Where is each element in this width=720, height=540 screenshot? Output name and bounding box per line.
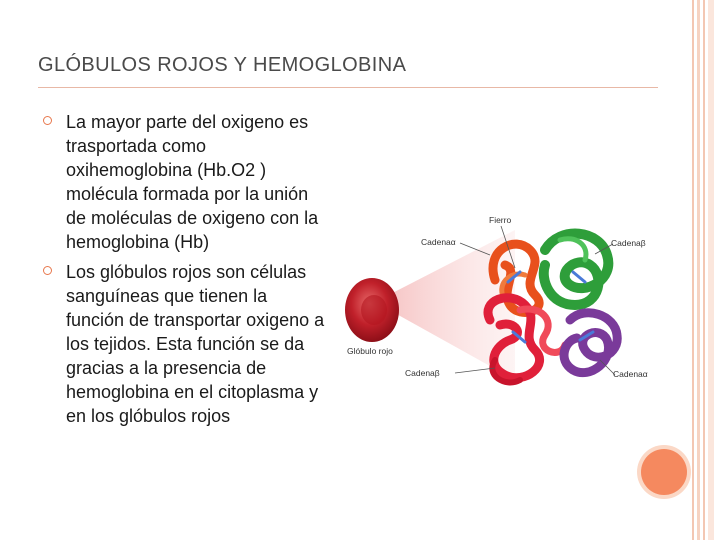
label-cadena-alpha-top: Cadenaα (421, 237, 456, 247)
bullet-text: Los glóbulos rojos son células sanguíneas que tienen la función de transportar oxigeno a los tejidos. Esta función se da gracias a la presencia de hemoglobina en el citoplasma y en los glóbulos rojos (66, 262, 325, 426)
label-cadena-beta-top: Cadenaβ (611, 238, 646, 248)
decorative-side-stripes (686, 0, 720, 540)
bullet-item (40, 260, 330, 428)
label-globulo-rojo: Glóbulo rojo (347, 346, 393, 356)
bullet-item (40, 110, 330, 254)
label-cadena-beta-bottom: Cadenaβ (405, 368, 440, 378)
bullet-text: La mayor parte del oxigeno es trasportada como oxihemoglobina (Hb.O2 ) molécula formada por la unión de moléculas de oxigeno con la hemoglobina (Hb) (66, 112, 319, 252)
bullet-circle-icon (43, 266, 52, 275)
decorative-orange-circle (641, 449, 687, 495)
chain-beta-top (544, 234, 609, 305)
bullet-list (40, 110, 330, 434)
red-blood-cell (345, 278, 399, 342)
hemoglobin-figure (345, 210, 661, 400)
bullet-circle-icon (43, 116, 52, 125)
label-cadena-alpha-bottom: Cadenaα (613, 369, 648, 379)
title-divider (38, 87, 658, 88)
label-fierro: Fierro (489, 215, 512, 225)
chain-alpha-bottom (564, 313, 617, 373)
slide-title: GLÓBULOS ROJOS Y HEMOGLOBINA (38, 54, 407, 76)
